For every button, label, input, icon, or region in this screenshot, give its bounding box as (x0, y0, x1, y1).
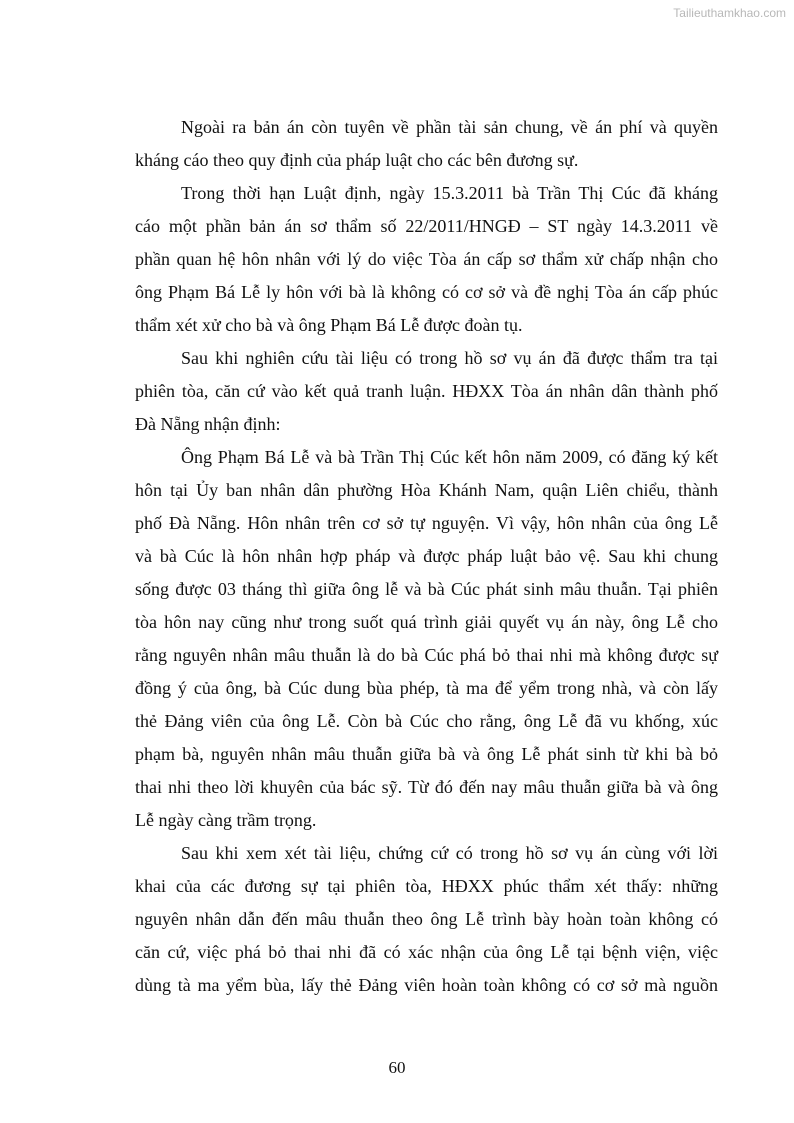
text-line: khai của các đương sự tại phiên tòa, HĐXX phúc thẩm xét thấy: những (135, 876, 718, 896)
text-line: rằng nguyên nhân mâu thuẫn là do bà Cúc phá bỏ thai nhi mà không được sự (135, 645, 718, 665)
text-line: Ông Phạm Bá Lễ và bà Trần Thị Cúc kết hôn năm 2009, có đăng ký kết (181, 447, 718, 467)
text-line: Sau khi nghiên cứu tài liệu có trong hồ sơ vụ án đã được thẩm tra tại (181, 348, 718, 368)
paragraph (135, 181, 718, 346)
watermark: Tailieuthamkhao.com (673, 6, 786, 20)
text-line: sống được 03 tháng thì giữa ông lễ và bà Cúc phát sinh mâu thuẫn. Tại phiên (135, 579, 718, 599)
text-line: phạm bà, nguyên nhân mâu thuẫn giữa bà và ông Lễ phát sinh từ khi bà bỏ (135, 744, 718, 764)
text-line: phần quan hệ hôn nhân với lý do việc Tòa án cấp sơ thẩm xử chấp nhận cho (135, 249, 718, 269)
text-line: ông Phạm Bá Lễ ly hôn với bà là không có cơ sở và đề nghị Tòa án cấp phúc (135, 282, 718, 302)
text-line: Ngoài ra bản án còn tuyên về phần tài sản chung, về án phí và quyền (181, 117, 718, 137)
text-line: hôn tại Ủy ban nhân dân phường Hòa Khánh Nam, quận Liên chiểu, thành (135, 480, 718, 500)
text-line: Sau khi xem xét tài liệu, chứng cứ có trong hồ sơ vụ án cùng với lời (181, 843, 718, 863)
text-line: cáo một phần bản án sơ thẩm số 22/2011/HNGĐ – ST ngày 14.3.2011 về (135, 216, 718, 236)
text-line: căn cứ, việc phá bỏ thai nhi đã có xác nhận của ông Lễ tại bệnh viện, việc (135, 942, 718, 962)
text-line: Đà Nẵng nhận định: (135, 414, 281, 434)
paragraph (135, 841, 718, 1006)
paragraph (135, 115, 718, 181)
text-line: đồng ý của ông, bà Cúc dung bùa phép, tà ma để yểm trong nhà, và còn lấy (135, 678, 718, 698)
paragraph (135, 346, 718, 445)
text-line: và bà Cúc là hôn nhân hợp pháp và được pháp luật bảo vệ. Sau khi chung (135, 546, 718, 566)
document-body (135, 115, 718, 1006)
paragraph (135, 445, 718, 841)
page-number: 60 (388, 1058, 406, 1077)
text-line: thẩm xét xử cho bà và ông Phạm Bá Lễ được đoàn tụ. (135, 315, 523, 335)
text-line: thẻ Đảng viên của ông Lễ. Còn bà Cúc cho rằng, ông Lễ đã vu khống, xúc (135, 711, 718, 731)
text-line: Trong thời hạn Luật định, ngày 15.3.2011 bà Trần Thị Cúc đã kháng (181, 183, 718, 203)
text-line: thai nhi theo lời khuyên của bác sỹ. Từ đó đến nay mâu thuẫn giữa bà và ông (135, 777, 718, 797)
text-line: tòa hôn nay cũng như trong suốt quá trình giải quyết vụ án này, ông Lễ cho (135, 612, 718, 632)
text-line: phiên tòa, căn cứ vào kết quả tranh luận. HĐXX Tòa án nhân dân thành phố (135, 381, 718, 401)
text-line: nguyên nhân dẫn đến mâu thuẫn theo ông Lễ trình bày hoàn toàn không có (135, 909, 718, 929)
text-line: kháng cáo theo quy định của pháp luật cho các bên đương sự. (135, 150, 579, 170)
text-line: phố Đà Nẵng. Hôn nhân trên cơ sở tự nguyện. Vì vậy, hôn nhân của ông Lễ (135, 513, 718, 533)
text-line: dùng tà ma yểm bùa, lấy thẻ Đảng viên hoàn toàn không có cơ sở mà nguồn (135, 975, 718, 995)
text-line: Lễ ngày càng trầm trọng. (135, 810, 317, 830)
